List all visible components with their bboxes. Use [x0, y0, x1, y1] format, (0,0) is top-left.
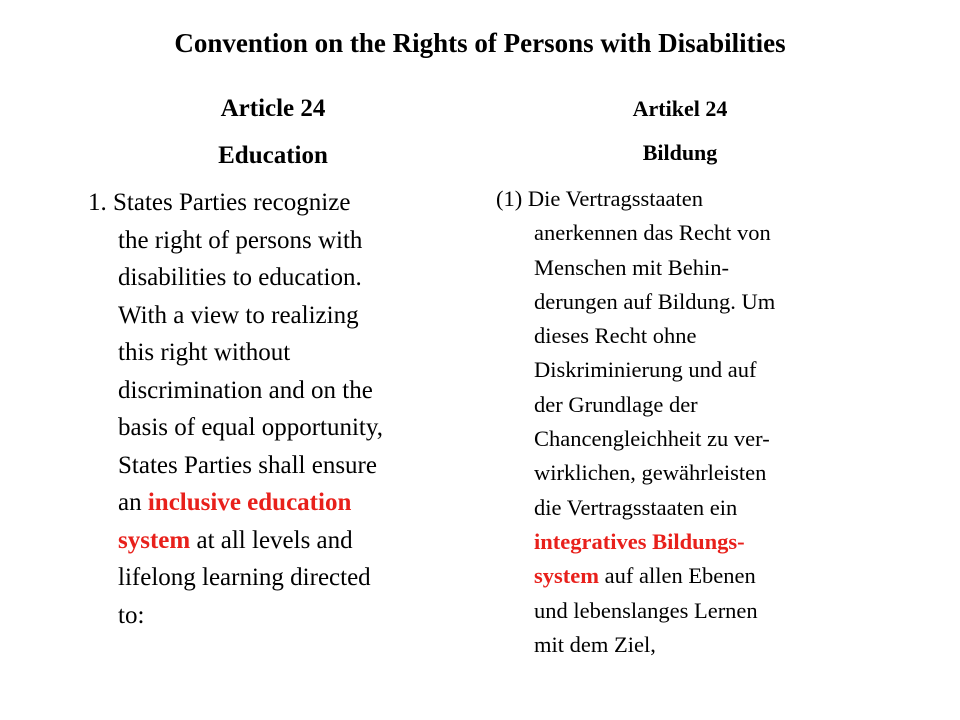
paragraph-line: [88, 522, 383, 560]
text-run: anerkennen das Recht von: [534, 220, 771, 246]
paragraph-line: [496, 559, 775, 593]
text-run: basis of equal opportunity,: [118, 414, 384, 441]
text-run: to:: [118, 601, 145, 629]
paragraph-line: [496, 491, 775, 525]
text-run: this right without: [118, 339, 291, 366]
paragraph-line: [496, 353, 775, 387]
paragraph-line: [88, 334, 383, 372]
paragraph-line: [496, 628, 775, 662]
highlighted-term: inclusive education: [147, 489, 352, 516]
english-article-number: Article 24: [220, 95, 326, 122]
paragraph-line: [496, 216, 775, 250]
paragraph-line: [496, 285, 775, 319]
paragraph-line: [88, 372, 383, 410]
text-run: 1. States Parties recognize: [88, 189, 351, 216]
text-run: dieses Recht ohne: [534, 323, 697, 349]
highlighted-term: integratives Bildungs-: [534, 528, 745, 554]
text-run: at all levels and: [190, 526, 353, 554]
paragraph-line: [88, 297, 383, 335]
paragraph-line: [496, 456, 775, 490]
text-run: lifelong learning directed: [118, 564, 371, 591]
slide-title: Convention on the Rights of Persons with Disabilities: [174, 28, 786, 58]
paragraph-line: [496, 594, 775, 628]
english-paragraph: [88, 184, 383, 634]
text-run: die Vertragsstaaten ein: [534, 494, 738, 520]
paragraph-line: [88, 259, 383, 297]
text-run: derungen auf Bildung. Um: [534, 288, 776, 314]
paragraph-line: [88, 597, 383, 635]
paragraph-line: [496, 388, 775, 422]
text-run: Chancengleichheit zu ver-: [534, 426, 770, 452]
german-article-title: Bildung: [642, 140, 718, 165]
paragraph-line: [496, 525, 775, 559]
paragraph-line: [496, 319, 775, 353]
text-run: wirklichen, gewährleisten: [534, 460, 767, 486]
paragraph-line: [88, 184, 383, 222]
paragraph-line: [88, 447, 383, 485]
paragraph-line: [496, 422, 775, 456]
text-run: With a view to realizing: [118, 301, 359, 329]
text-run: Diskriminierung und auf: [534, 357, 757, 383]
text-run: States Parties shall ensure: [118, 451, 377, 479]
text-run: an: [118, 489, 148, 516]
paragraph-line: [496, 251, 775, 285]
text-run: mit dem Ziel,: [534, 631, 656, 657]
highlighted-term: system: [118, 526, 191, 554]
german-paragraph: [496, 182, 775, 662]
paragraph-line: [88, 409, 383, 447]
highlighted-term: system: [534, 563, 599, 589]
german-article-number: Artikel 24: [632, 96, 728, 121]
text-run: und lebenslanges Lernen: [534, 597, 758, 623]
text-run: Menschen mit Behin-: [534, 254, 729, 280]
text-run: disabilities to education.: [118, 264, 362, 291]
paragraph-line: [88, 222, 383, 260]
paragraph-line: [496, 182, 775, 216]
text-run: discrimination and on the: [118, 376, 373, 404]
english-article-title: Education: [218, 142, 328, 169]
text-run: auf allen Ebenen: [598, 563, 756, 589]
text-run: der Grundlage der: [534, 391, 698, 417]
text-run: (1) Die Vertragsstaaten: [496, 186, 704, 211]
paragraph-line: [88, 484, 383, 522]
paragraph-line: [88, 559, 383, 597]
text-run: the right of persons with: [118, 226, 363, 254]
